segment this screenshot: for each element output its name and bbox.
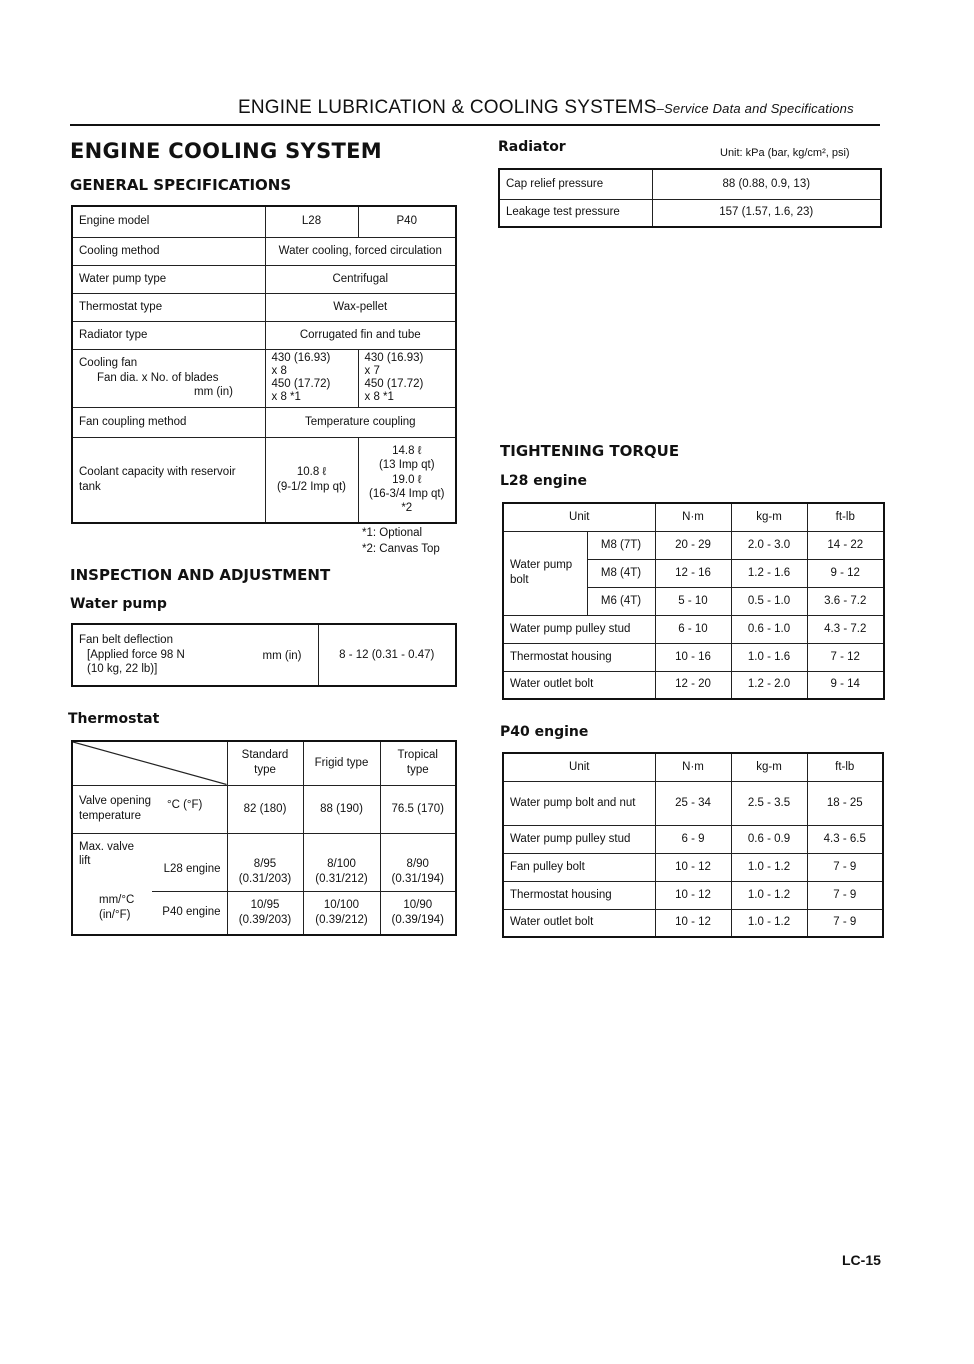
table-cell-nm: 20 - 29 xyxy=(655,531,731,559)
table-cell-ftlb: 3.6 - 7.2 xyxy=(807,587,884,615)
l28-engine-label: L28 engine xyxy=(152,833,227,891)
table-cell-ftlb: 4.3 - 6.5 xyxy=(807,825,883,853)
p40-col-unit: Unit xyxy=(503,753,655,781)
coolant-p40-line-4: (16-3/4 Imp qt) xyxy=(369,487,445,500)
page-header xyxy=(238,97,854,119)
fan-l28-line-2: x 8 xyxy=(271,364,287,377)
lift-label: Max. valve lift xyxy=(79,840,134,868)
page-number: LC-15 xyxy=(842,1252,881,1268)
max-valve-lift-label xyxy=(72,833,152,935)
table-cell-nm: 5 - 10 xyxy=(655,587,731,615)
table-row-label: Water outlet bolt xyxy=(503,671,655,699)
table-row-label: Water outlet bolt xyxy=(503,909,655,937)
p40-torque-table xyxy=(502,752,884,938)
table-row-label: Water pump pulley stud xyxy=(503,615,655,643)
coolant-l28 xyxy=(265,437,358,523)
p40-standard-2: (0.39/203) xyxy=(238,913,292,926)
table-row-label: Fan pulley bolt xyxy=(503,853,655,881)
lift-unit-2: (in/°F) xyxy=(99,909,131,922)
valve-standard: 82 (180) xyxy=(227,785,303,833)
cooling-fan-p40 xyxy=(358,349,456,407)
radiator-unit: Unit: kPa (bar, kg/cm², psi) xyxy=(720,147,850,159)
thermostat-heading: Thermostat xyxy=(68,711,160,727)
inspection-heading: INSPECTION AND ADJUSTMENT xyxy=(70,566,331,584)
table-cell-nm: 25 - 34 xyxy=(655,781,731,825)
p40-standard xyxy=(227,891,303,935)
cooling-fan-l28 xyxy=(265,349,358,407)
p40-frigid-1: 10/100 xyxy=(323,898,360,911)
p40-engine-heading: P40 engine xyxy=(500,724,589,740)
table-cell-kgm: 1.2 - 1.6 xyxy=(731,559,807,587)
l28-tropical-1: 8/90 xyxy=(406,857,429,870)
table-row-label: Water pump pulley stud xyxy=(503,825,655,853)
p40-standard-1: 10/95 xyxy=(250,898,280,911)
table-cell-ftlb: 7 - 12 xyxy=(807,643,884,671)
l28-torque-table xyxy=(502,502,885,700)
footnote-1: *1: Optional xyxy=(362,527,423,539)
table-cell-ftlb: 14 - 22 xyxy=(807,531,884,559)
table-cell-nm: 10 - 16 xyxy=(655,643,731,671)
p40-col-kgm: kg-m xyxy=(731,753,807,781)
col-p40: P40 xyxy=(358,206,456,237)
radiator-type-value: Corrugated fin and tube xyxy=(265,321,456,349)
l28-tropical xyxy=(380,833,456,891)
p40-tropical-1: 10/90 xyxy=(403,898,433,911)
general-specs-table xyxy=(71,205,457,524)
tightening-torque-heading: TIGHTENING TORQUE xyxy=(500,442,680,460)
main-title: ENGINE COOLING SYSTEM xyxy=(70,139,382,163)
fan-coupling-label: Fan coupling method xyxy=(72,407,265,437)
p40-frigid xyxy=(303,891,380,935)
table-cell-ftlb: 4.3 - 7.2 xyxy=(807,615,884,643)
fan-l28-line-3: 450 (17.72) xyxy=(271,378,331,390)
table-cell-nm: 6 - 10 xyxy=(655,615,731,643)
water-pump-bolt-label: Water pump bolt xyxy=(503,531,587,615)
footnotes xyxy=(362,526,440,557)
p40-engine-label: P40 engine xyxy=(152,891,227,935)
valve-unit: °C (°F) xyxy=(167,798,203,811)
valve-opening-label xyxy=(72,785,227,833)
fan-p40-line-3: 450 (17.72) xyxy=(364,378,424,390)
table-cell-nm: 12 - 16 xyxy=(655,559,731,587)
col-frigid-type: Frigid type xyxy=(303,741,380,785)
coolant-p40 xyxy=(358,437,456,523)
col-standard-type: Standard type xyxy=(227,741,303,785)
leakage-test-label: Leakage test pressure xyxy=(499,199,652,227)
coolant-p40-line-2: (13 Imp qt) xyxy=(378,459,435,472)
fan-l28-line-1: 430 (16.93) xyxy=(271,351,331,364)
water-pump-type-value: Centrifugal xyxy=(265,265,456,293)
fan-p40-line-4: x 8 *1 xyxy=(364,391,394,404)
belt-label-2: [Applied force 98 N xyxy=(87,648,185,661)
l28-col-kgm: kg-m xyxy=(731,503,807,531)
l28-standard-2: (0.31/203) xyxy=(238,872,292,885)
fan-belt-deflection-cell xyxy=(72,624,318,686)
header-subtitle: –Service Data and Specifications xyxy=(656,101,854,116)
table-cell-kgm: 0.6 - 1.0 xyxy=(731,615,807,643)
table-cell-kgm: 0.6 - 0.9 xyxy=(731,825,807,853)
belt-unit: mm (in) xyxy=(262,650,302,662)
col-l28: L28 xyxy=(265,206,358,237)
fan-p40-line-1: 430 (16.93) xyxy=(364,351,424,364)
cooling-method-label: Cooling method xyxy=(72,237,265,265)
table-cell-nm: 10 - 12 xyxy=(655,909,731,937)
leakage-test-value: 157 (1.57, 1.6, 23) xyxy=(652,199,881,227)
col-tropical-type: Tropical type xyxy=(380,741,456,785)
fan-p40-line-2: x 7 xyxy=(364,364,380,377)
thermostat-corner-cell xyxy=(72,741,227,785)
fan-coupling-value: Temperature coupling xyxy=(265,407,456,437)
coolant-l28-line-2: (9-1/2 Imp qt) xyxy=(276,480,347,493)
radiator-table xyxy=(498,168,882,228)
l28-col-nm: N·m xyxy=(655,503,731,531)
p40-col-nm: N·m xyxy=(655,753,731,781)
cooling-fan-label xyxy=(72,349,265,407)
cap-relief-value: 88 (0.88, 0.9, 13) xyxy=(652,169,881,199)
l28-frigid-2: (0.31/212) xyxy=(315,872,368,885)
table-cell-kgm: 1.0 - 1.2 xyxy=(731,909,807,937)
general-specs-heading: GENERAL SPECIFICATIONS xyxy=(70,176,292,194)
p40-frigid-2: (0.39/212) xyxy=(315,913,368,926)
table-cell-nm: 10 - 12 xyxy=(655,853,731,881)
valve-label-1: Valve opening xyxy=(79,795,152,808)
water-pump-heading: Water pump xyxy=(70,596,167,612)
table-cell-kgm: 1.0 - 1.2 xyxy=(731,853,807,881)
table-row-label: Water pump bolt and nut xyxy=(503,781,655,825)
valve-tropical: 76.5 (170) xyxy=(380,785,456,833)
radiator-type-label: Radiator type xyxy=(72,321,265,349)
table-cell-nm: 12 - 20 xyxy=(655,671,731,699)
cap-relief-label: Cap relief pressure xyxy=(499,169,652,199)
table-cell-kgm: 1.0 - 1.6 xyxy=(731,643,807,671)
l28-col-ftlb: ft-lb xyxy=(807,503,884,531)
water-pump-type-label: Water pump type xyxy=(72,265,265,293)
l28-tropical-2: (0.31/194) xyxy=(391,872,444,885)
table-cell-ftlb: 7 - 9 xyxy=(807,909,883,937)
diagonal-line xyxy=(73,742,227,785)
table-cell-kgm: 2.0 - 3.0 xyxy=(731,531,807,559)
table-cell-nm: 10 - 12 xyxy=(655,881,731,909)
table-row-label: M8 (4T) xyxy=(587,559,655,587)
table-row-label: Thermostat housing xyxy=(503,643,655,671)
lift-unit-1: mm/°C xyxy=(99,894,135,907)
cooling-fan-label-2: Fan dia. x No. of blades xyxy=(97,371,219,384)
footnote-2: *2: Canvas Top xyxy=(362,542,440,555)
coolant-capacity-label: Coolant capacity with reservoir tank xyxy=(72,437,265,523)
table-row-label: M6 (4T) xyxy=(587,587,655,615)
p40-tropical-2: (0.39/194) xyxy=(391,913,444,926)
table-cell-kgm: 1.0 - 1.2 xyxy=(731,881,807,909)
table-cell-ftlb: 7 - 9 xyxy=(807,853,883,881)
coolant-l28-line-1: 10.8 ℓ xyxy=(296,465,327,478)
l28-frigid-1: 8/100 xyxy=(327,857,356,870)
water-pump-table xyxy=(71,623,457,687)
table-cell-nm: 6 - 9 xyxy=(655,825,731,853)
valve-label-2: temperature xyxy=(79,810,142,822)
coolant-p40-line-5: *2 xyxy=(401,502,413,515)
table-cell-kgm: 1.2 - 2.0 xyxy=(731,671,807,699)
table-cell-kgm: 0.5 - 1.0 xyxy=(731,587,807,615)
l28-standard-1: 8/95 xyxy=(253,857,277,870)
l28-col-unit: Unit xyxy=(503,503,655,531)
fan-l28-line-4: x 8 *1 xyxy=(271,391,301,404)
table-cell-ftlb: 7 - 9 xyxy=(807,881,883,909)
cooling-fan-label-1: Cooling fan xyxy=(79,356,138,369)
table-cell-ftlb: 9 - 14 xyxy=(807,671,884,699)
col-engine-model: Engine model xyxy=(72,206,265,237)
header-rule xyxy=(70,124,880,126)
cooling-fan-label-3: mm (in) xyxy=(194,386,233,399)
radiator-heading: Radiator xyxy=(498,139,566,155)
table-cell-kgm: 2.5 - 3.5 xyxy=(731,781,807,825)
coolant-p40-line-3: 19.0 ℓ xyxy=(392,473,422,486)
header-title: ENGINE LUBRICATION & COOLING SYSTEMS xyxy=(238,97,657,118)
table-row-label: M8 (7T) xyxy=(587,531,655,559)
l28-frigid xyxy=(303,833,380,891)
p40-col-ftlb: ft-lb xyxy=(807,753,883,781)
thermostat-type-label: Thermostat type xyxy=(72,293,265,321)
thermostat-table xyxy=(71,740,457,936)
table-cell-ftlb: 9 - 12 xyxy=(807,559,884,587)
coolant-p40-line-1: 14.8 ℓ xyxy=(392,444,422,457)
l28-engine-heading: L28 engine xyxy=(500,473,588,489)
table-row-label: Thermostat housing xyxy=(503,881,655,909)
belt-label-3: (10 kg, 22 lb)] xyxy=(87,663,158,676)
l28-standard xyxy=(227,833,303,891)
table-cell-ftlb: 18 - 25 xyxy=(807,781,883,825)
belt-deflection-value: 8 - 12 (0.31 - 0.47) xyxy=(318,624,456,686)
cooling-method-value: Water cooling, forced circulation xyxy=(265,237,456,265)
valve-frigid: 88 (190) xyxy=(303,785,380,833)
p40-tropical xyxy=(380,891,456,935)
belt-label-1: Fan belt deflection xyxy=(79,633,173,646)
thermostat-type-value: Wax-pellet xyxy=(265,293,456,321)
